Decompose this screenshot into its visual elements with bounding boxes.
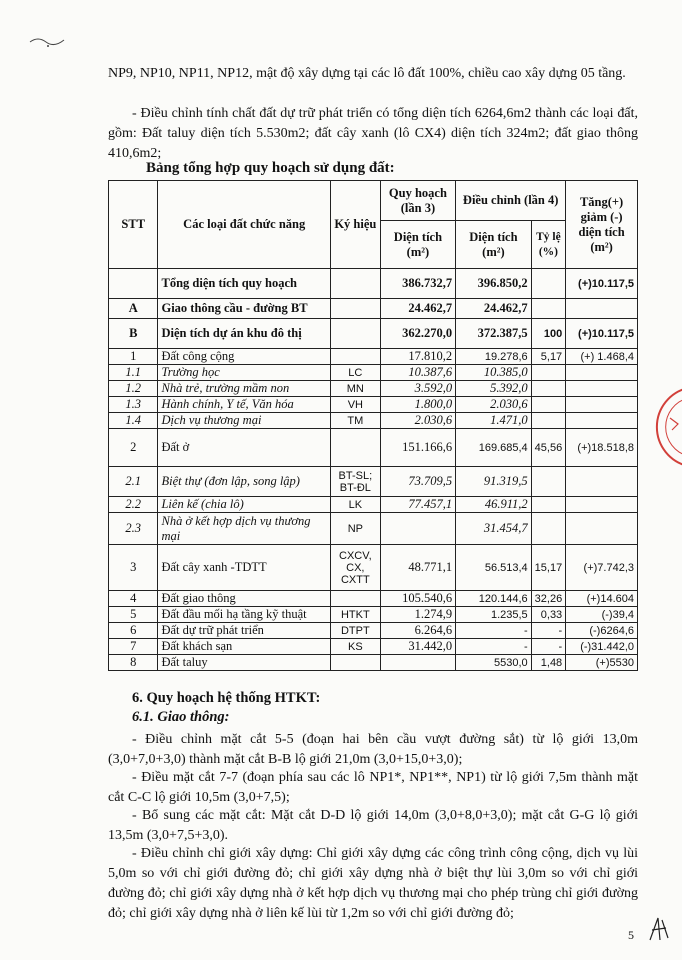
cell-code: [330, 429, 380, 467]
scan-mark-icon: [28, 30, 68, 50]
cell-ratio: 45,56: [531, 429, 566, 467]
header-land-type: Các loại đất chức năng: [158, 181, 330, 269]
cell-diff: (+)18.518,8: [566, 429, 638, 467]
traffic-paragraph-2: - Điều mặt cắt 7-7 (đoạn phía sau các lô NP1*, NP1**, NP1) từ lộ giới 7,5m thành mặt cắt C-C lộ giới 10,5m (3,0+7,5);: [108, 770, 638, 805]
cell-v3: 386.732,7: [380, 269, 455, 299]
cell-diff: (+)5530: [566, 655, 638, 671]
table-row: [109, 655, 638, 671]
table-row: [109, 591, 638, 607]
cell-v3: 10.387,6: [380, 365, 455, 381]
cell-v3: 24.462,7: [380, 299, 455, 319]
cell-v3: 1.800,0: [380, 397, 455, 413]
cell-v3: 151.166,6: [380, 429, 455, 467]
cell-stt: 1.2: [109, 381, 158, 397]
cell-name: Đất khách sạn: [158, 639, 330, 655]
cell-stt: 1.4: [109, 413, 158, 429]
cell-code: HTKT: [330, 607, 380, 623]
cell-stt: 5: [109, 607, 158, 623]
cell-ratio: [531, 513, 566, 545]
cell-name: Đất đầu mối hạ tầng kỹ thuật: [158, 607, 330, 623]
cell-code: [330, 655, 380, 671]
cell-name: Dịch vụ thương mại: [158, 413, 330, 429]
cell-ratio: 5,17: [531, 349, 566, 365]
cell-v3: 3.592,0: [380, 381, 455, 397]
cell-diff: (+)14.604: [566, 591, 638, 607]
cell-code: DTPT: [330, 623, 380, 639]
subsection-title: 6.1. Giao thông:: [132, 709, 230, 725]
cell-v4: 10.385,0: [456, 365, 531, 381]
cell-v4: 5.392,0: [456, 381, 531, 397]
cell-name: Nhà ở kết hợp dịch vụ thương mại: [158, 513, 330, 545]
cell-ratio: 0,33: [531, 607, 566, 623]
cell-diff: [566, 381, 638, 397]
table-row: [109, 413, 638, 429]
cell-code: [330, 591, 380, 607]
cell-name: Giao thông cầu - đường BT: [158, 299, 330, 319]
cell-diff: (-)39,4: [566, 607, 638, 623]
cell-ratio: [531, 299, 566, 319]
cell-v3: 1.274,9: [380, 607, 455, 623]
cell-name: Trường học: [158, 365, 330, 381]
table-body: [109, 269, 638, 671]
table-row: [109, 349, 638, 365]
cell-diff: (-)6264,6: [566, 623, 638, 639]
cell-ratio: 32,26: [531, 591, 566, 607]
header-stt: STT: [109, 181, 158, 269]
table-row: [109, 639, 638, 655]
cell-ratio: [531, 381, 566, 397]
cell-v4: 169.685,4: [456, 429, 531, 467]
cell-stt: 1.3: [109, 397, 158, 413]
cell-ratio: 15,17: [531, 545, 566, 591]
cell-diff: (+)10.117,5: [566, 269, 638, 299]
cell-v3: 6.264,6: [380, 623, 455, 639]
table-row: [109, 365, 638, 381]
cell-v3: 48.771,1: [380, 545, 455, 591]
cell-v4: 24.462,7: [456, 299, 531, 319]
cell-code: CXCV, CX, CXTT: [330, 545, 380, 591]
cell-v3: [380, 513, 455, 545]
cell-stt: 2.3: [109, 513, 158, 545]
cell-code: [330, 299, 380, 319]
cell-diff: [566, 365, 638, 381]
cell-v4: 5530,0: [456, 655, 531, 671]
cell-stt: 7: [109, 639, 158, 655]
table-row: [109, 607, 638, 623]
cell-ratio: [531, 497, 566, 513]
cell-v4: 19.278,6: [456, 349, 531, 365]
table-row: [109, 429, 638, 467]
cell-code: MN: [330, 381, 380, 397]
cell-stt: 4: [109, 591, 158, 607]
table-row: [109, 467, 638, 497]
cell-name: Đất dự trữ phát triển: [158, 623, 330, 639]
cell-v3: [380, 655, 455, 671]
cell-code: LC: [330, 365, 380, 381]
cell-v4: -: [456, 639, 531, 655]
cell-v3: 73.709,5: [380, 467, 455, 497]
header-ratio: Tỷ lệ (%): [531, 221, 566, 269]
cell-stt: 2.1: [109, 467, 158, 497]
cell-name: Hành chính, Y tế, Văn hóa: [158, 397, 330, 413]
cell-stt: 3: [109, 545, 158, 591]
cell-code: [330, 349, 380, 365]
cell-ratio: [531, 269, 566, 299]
cell-ratio: 1,48: [531, 655, 566, 671]
cell-diff: [566, 513, 638, 545]
cell-name: Đất giao thông: [158, 591, 330, 607]
cell-v3: 17.810,2: [380, 349, 455, 365]
table-row: [109, 545, 638, 591]
cell-diff: [566, 397, 638, 413]
table-title: Bảng tổng hợp quy hoạch sử dụng đất:: [146, 160, 395, 176]
cell-v3: 2.030,6: [380, 413, 455, 429]
cell-name: Đất taluy: [158, 655, 330, 671]
cell-code: NP: [330, 513, 380, 545]
cell-code: BT-SL; BT-ĐL: [330, 467, 380, 497]
cell-ratio: -: [531, 623, 566, 639]
cell-v4: 2.030,6: [456, 397, 531, 413]
cell-code: LK: [330, 497, 380, 513]
cell-stt: 1.1: [109, 365, 158, 381]
cell-name: Nhà trẻ, trường mầm non: [158, 381, 330, 397]
cell-name: Liên kế (chia lô): [158, 497, 330, 513]
cell-v4: 46.911,2: [456, 497, 531, 513]
cell-stt: 1: [109, 349, 158, 365]
red-seal-icon: [648, 384, 682, 470]
cell-code: TM: [330, 413, 380, 429]
header-area-3: Diện tích (m²): [380, 221, 455, 269]
cell-v3: 77.457,1: [380, 497, 455, 513]
table-row: [109, 513, 638, 545]
intro-paragraph: - Điều chỉnh tính chất đất dự trữ phát triển có tổng diện tích 6264,6m2 thành các loại đất, gồm: Đất taluy diện tích 5.530m2; đất cây xanh (lô CX4) diện tích 324m2; đất giao thông 410,6m2;: [108, 106, 638, 161]
cell-diff: [566, 413, 638, 429]
cell-v4: 396.850,2: [456, 269, 531, 299]
cell-code: VH: [330, 397, 380, 413]
table-row: [109, 397, 638, 413]
traffic-paragraph-3: - Bổ sung các mặt cắt: Mặt cắt D-D lộ giới 14,0m (3,0+8,0+3,0); mặt cắt G-G lộ giới 13,5m (3,0+7,5+3,0).: [108, 808, 638, 843]
header-change: Tăng(+) giảm (-) diện tích (m²): [566, 181, 638, 269]
land-use-table: [108, 180, 638, 671]
table-row: [109, 299, 638, 319]
cell-v4: 1.471,0: [456, 413, 531, 429]
table-row: [109, 497, 638, 513]
cell-stt: 6: [109, 623, 158, 639]
cell-v4: 56.513,4: [456, 545, 531, 591]
header-plan-3: Quy hoạch (lần 3): [380, 181, 455, 221]
cell-diff: (+)10.117,5: [566, 319, 638, 349]
cell-v4: 120.144,6: [456, 591, 531, 607]
cell-code: [330, 319, 380, 349]
cell-diff: (+) 1.468,4: [566, 349, 638, 365]
cell-v3: 31.442,0: [380, 639, 455, 655]
cell-stt: 2: [109, 429, 158, 467]
cell-name: Đất cây xanh -TDTT: [158, 545, 330, 591]
cell-code: KS: [330, 639, 380, 655]
table-row: [109, 623, 638, 639]
cell-stt: [109, 269, 158, 299]
cell-v4: 1.235,5: [456, 607, 531, 623]
cell-diff: (+)7.742,3: [566, 545, 638, 591]
cell-v4: 372.387,5: [456, 319, 531, 349]
cell-v3: 105.540,6: [380, 591, 455, 607]
cell-name: Đất ở: [158, 429, 330, 467]
cell-v4: -: [456, 623, 531, 639]
table-row: [109, 319, 638, 349]
cell-code: [330, 269, 380, 299]
cell-ratio: -: [531, 639, 566, 655]
cell-name: Tổng diện tích quy hoạch: [158, 269, 330, 299]
traffic-paragraph-1: - Điều chỉnh mặt cắt 5-5 (đoạn hai bên cầu vượt đường sắt) từ lộ giới 13,0m (3,0+7,0+3,0) thành mặt cắt B-B lộ giới 21,0m (3,0+15,0+3,0);: [108, 732, 638, 767]
cell-v3: 362.270,0: [380, 319, 455, 349]
cell-ratio: 100: [531, 319, 566, 349]
header-area-4: Diện tích (m²): [456, 221, 531, 269]
table-row: [109, 381, 638, 397]
signature-icon: [646, 914, 670, 944]
cell-stt: B: [109, 319, 158, 349]
header-adjust-4: Điều chỉnh (lần 4): [456, 181, 566, 221]
table-row: [109, 269, 638, 299]
cell-name: Biệt thự (đơn lập, song lập): [158, 467, 330, 497]
cell-name: Diện tích dự án khu đô thị: [158, 319, 330, 349]
section-title: 6. Quy hoạch hệ thống HTKT:: [132, 690, 321, 706]
cell-v4: 31.454,7: [456, 513, 531, 545]
cell-diff: (-)31.442,0: [566, 639, 638, 655]
cell-ratio: [531, 397, 566, 413]
cell-stt: 2.2: [109, 497, 158, 513]
cell-ratio: [531, 365, 566, 381]
cell-name: Đất công cộng: [158, 349, 330, 365]
cell-diff: [566, 467, 638, 497]
cell-ratio: [531, 467, 566, 497]
cell-stt: 8: [109, 655, 158, 671]
header-symbol: Ký hiệu: [330, 181, 380, 269]
cell-diff: [566, 497, 638, 513]
cell-ratio: [531, 413, 566, 429]
intro-line: NP9, NP10, NP11, NP12, mật độ xây dựng tại các lô đất 100%, chiều cao xây dựng 05 tầng.: [108, 66, 626, 81]
cell-diff: [566, 299, 638, 319]
traffic-paragraph-4: - Điều chỉnh chỉ giới xây dựng: Chỉ giới xây dựng các công trình công cộng, dịch vụ lùi 5,0m so với chỉ giới đường đỏ; chỉ giới xây dựng nhà ở biệt thự lùi 3,0m so với chỉ giới đường đỏ; chỉ giới xây dựng nhà ở kết hợp dịch vụ thương mại cho phép trùng chỉ giới đường đỏ; chỉ giới xây dựng nhà ở liên kế lùi từ 1,2m so với chỉ giới đường đỏ;: [108, 846, 638, 921]
cell-v4: 91.319,5: [456, 467, 531, 497]
page-number: 5: [628, 928, 634, 942]
cell-stt: A: [109, 299, 158, 319]
